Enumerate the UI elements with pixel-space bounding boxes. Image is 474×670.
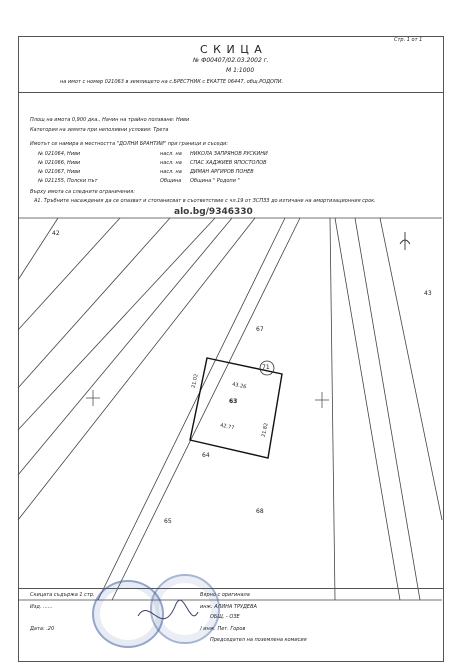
parcel-label-64: 64 <box>202 452 210 459</box>
neighbor-id: № 021066, Ниви <box>38 160 81 166</box>
parcel-label-68: 68 <box>256 508 264 515</box>
footer-official-name: инж. АЛИНА ТРУДЕВА <box>200 604 257 610</box>
neighbor-id: № 021155, Полски път <box>38 178 98 184</box>
neighbor-name: НИКОЛА ЗАПРЯНОВ РУСКИНИ <box>190 151 268 157</box>
area-line: Площ на имота 0,900 дка., Начин на трайно ползване: Ниви <box>30 117 190 123</box>
neighbor-label: Община <box>160 178 182 184</box>
document-title: С К И Ц А <box>200 43 263 56</box>
restrictions-intro: Върху имота са следните ограничения: <box>30 189 135 195</box>
footer-signer: / инж. Пет. Горов <box>200 626 246 632</box>
restriction-text: А1. Тръбните насаждения да се опазват и стопанисват в съответствие с чл.19 от ЗСПЗЗ до изтичане на амортизационния срок. <box>34 198 376 204</box>
dimension-left: 21.02 <box>190 373 200 389</box>
parcel-label-65: 65 <box>164 518 172 525</box>
neighbor-name: Община " Родопи " <box>190 178 240 184</box>
neighbor-label: насл. на <box>160 160 182 166</box>
dimension-top: 43.26 <box>231 381 247 391</box>
neighbor-name: СПАС ХАДЖИЕВ ЯПОСТОЛОВ <box>190 160 267 166</box>
parcel-label-67: 67 <box>256 326 264 333</box>
parcel-label-42: 42 <box>52 230 60 237</box>
parcel-label-63: 63 <box>229 398 238 405</box>
document-number: № Ф00407/02.03.2002 г. <box>193 57 269 64</box>
document-scale: М 1:1000 <box>226 67 255 74</box>
neighbor-id: № 021067, Ниви <box>38 169 81 175</box>
footer-pages: Скицата съдържа 1 стр. <box>30 592 95 598</box>
category-line: Категория на земята при неполивни условия: Трета <box>30 127 169 133</box>
neighbor-id: № 021064, Ниви <box>38 151 81 157</box>
dimension-right: 21.82 <box>260 422 270 438</box>
document-subject: на имот с номер 021063 в землището на с.БРЕСТНИК с ЕКАТТЕ 06447, общ.РОДОПИ. <box>60 79 284 85</box>
dimension-bottom: 42.77 <box>219 422 235 432</box>
neighbor-label: насл. на <box>160 169 182 175</box>
neighbor-name: ДИМАН АРГИРОВ ПОНЕВ <box>190 169 254 175</box>
parcel-label-71: 71 <box>262 364 270 371</box>
footer-office: ОБЩ. - ОЗЕ <box>210 614 240 620</box>
page-counter: Стр. 1 от 1 <box>394 37 423 43</box>
footer-certified: Вярно с оригинала <box>200 592 250 598</box>
footer-commission: Председател на поземлена комисия <box>210 637 307 643</box>
footer-issued: Изд. ...... <box>30 604 53 610</box>
owner-intro: Имотът се намира в местността "ДОЛНИ БРАНТИИ" при граници и съседи: <box>30 141 229 147</box>
watermark-text: alo.bg/9346330 <box>174 207 253 217</box>
neighbor-label: насл. на <box>160 151 182 157</box>
parcel-label-43: 43 <box>424 290 432 297</box>
footer-date: Дата: .20 <box>30 626 55 632</box>
